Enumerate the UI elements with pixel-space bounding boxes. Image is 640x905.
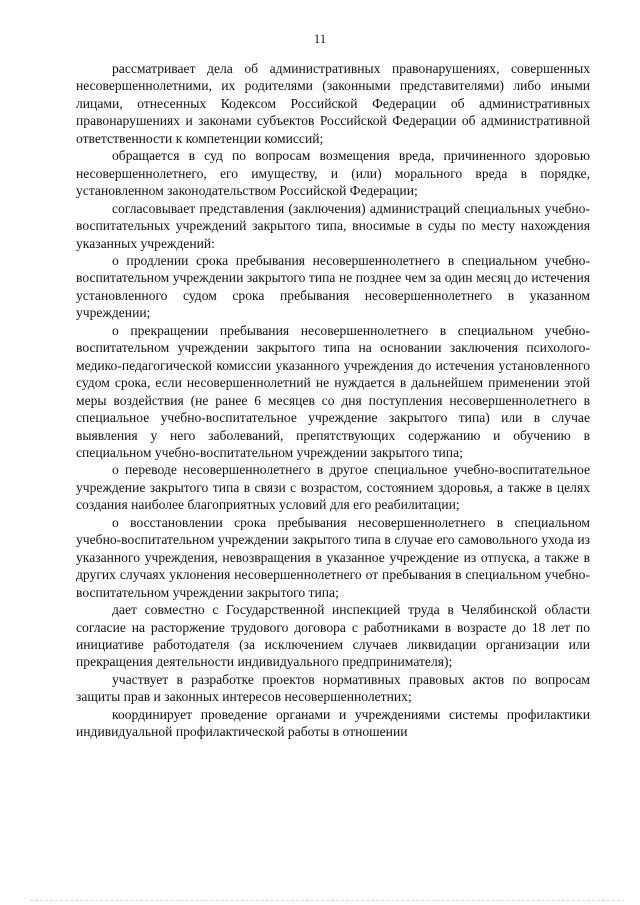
paragraph: рассматривает дела об административных правонарушениях, совершенных несовершеннолетними, их родителями (законными представителями) либо иными лицами, отнесенных Кодексом Российской Федерации об административных правонарушениях и законами субъектов Российской Федерации об административной ответственности к компетенции комиссий;	[76, 61, 590, 146]
document-body	[76, 60, 590, 741]
paragraph: о прекращении пребывания несовершеннолетнего в специальном учебно-воспитательном учреждении закрытого типа на основании заключения психолого-медико-педагогической комиссии указанного учреждения до истечения установленного судом срока, если несовершеннолетний не нуждается в дальнейшем применении этой меры воздействия (не ранее 6 месяцев со дня поступления несовершеннолетнего в специальное учебно-воспитательное учреждение закрытого типа) или в случае выявления у него заболеваний, препятствующих содержанию и обучению в специальном учебно-воспитательном учреждении закрытого типа;	[76, 322, 590, 460]
paragraph: согласовывает представления (заключения) администраций специальных учебно-воспитательных учреждений закрытого типа, вносимые в суды по месту нахождения указанных учреждений:	[76, 200, 590, 251]
paragraph: дает совместно с Государственной инспекцией труда в Челябинской области согласие на расторжение трудового договора с работниками в возрасте до 18 лет по инициативе работодателя (за исключением случаев ликвидации организации или прекращения деятельности индивидуального предпринимателя);	[76, 602, 590, 670]
paragraph: о восстановлении срока пребывания несовершеннолетнего в специальном учебно-воспитательном учреждении закрытого типа в случае его самовольного ухода из указанного учреждения, невозвращения в указанное учреждение из отпуска, а также в других случаях уклонения несовершеннолетнего от пребывания в специальном учебно-воспитательном учреждении закрытого типа;	[76, 514, 590, 600]
paragraph: координирует проведение органами и учреждениями системы профилактики индивидуальной профилактической работы в отношении	[76, 706, 590, 740]
paragraph: участвует в разработке проектов нормативных правовых актов по вопросам защиты прав и законных интересов несовершеннолетних;	[76, 671, 590, 705]
paragraph: о продлении срока пребывания несовершеннолетнего в специальном учебно-воспитательном учреждении закрытого типа не позднее чем за один месяц до истечения установленного судом срока пребывания несовершеннолетнего в указанном учреждении;	[76, 252, 590, 321]
page-number: 11	[313, 31, 327, 46]
scan-edge-divider	[30, 900, 620, 901]
paragraph: обращается в суд по вопросам возмещения вреда, причиненного здоровью несовершеннолетнего, его имуществу, и (или) морального вреда в порядке, установленном законодательством Российской Федерации;	[76, 148, 590, 199]
paragraph: о переводе несовершеннолетнего в другое специальное учебно-воспитательное учреждение закрытого типа в связи с возрастом, состоянием здоровья, а также в целях создания наиболее благоприятных условий для его реабилитации;	[76, 462, 590, 513]
